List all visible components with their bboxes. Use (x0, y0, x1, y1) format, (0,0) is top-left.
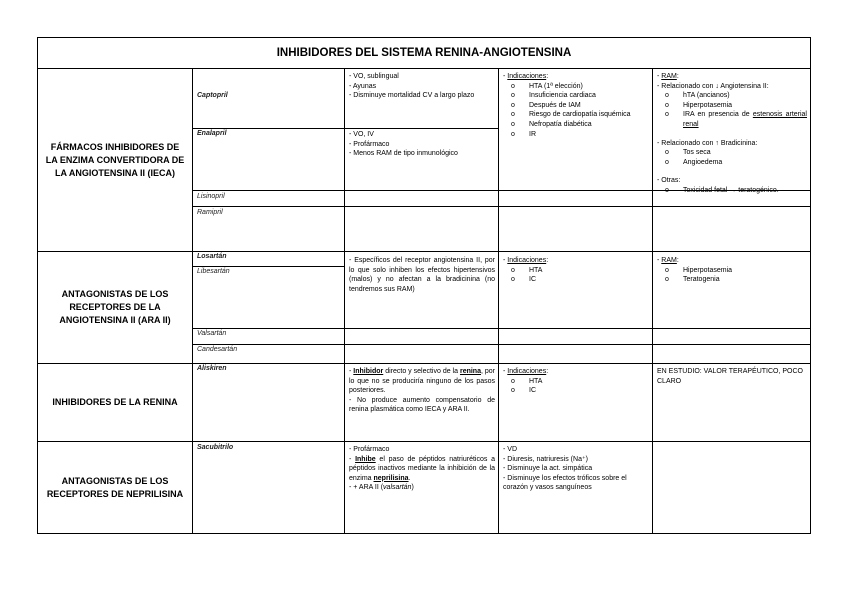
ram-angiotensina: - Relacionado con ↓ Angiotensina II: (657, 82, 769, 90)
ara-properties: - Específicos del receptor angiotensina II, por lo que solo inhiben los efectos hipertensivos (malos) y no afectan a la bradicinina (no tendremos sus RAM) (349, 257, 495, 293)
prop-line: - Menos RAM de tipo inmunológico (349, 150, 458, 158)
ieca-ram: - RAM: - Relacionado con ↓ Angiotensina II: o hTA (ancianos) o Hiperpotasemia o IRA en presencia de estenosis arterial renal - Relacionado con ↑ Bradicinina: o Tos seca o Angioedema - Otras: o Toxicidad fetal → teratogénico. (657, 72, 807, 196)
sub-row-divider (192, 266, 344, 267)
renina-text: , por lo que no se produciría ninguno de los pasos posteriores. (349, 368, 496, 395)
drug-table (37, 37, 811, 534)
col-divider (344, 68, 345, 533)
drug-lisinopril: Lisinopril (197, 193, 225, 200)
inhibidor-term: Inhibidor (353, 368, 384, 375)
indications-label: Indicaciones (507, 368, 547, 375)
col-divider (498, 68, 499, 533)
ram-label: RAM (661, 257, 677, 264)
indication-item: o Nefropatía diabética (503, 120, 649, 130)
renina-text: - No produce aumento compensatorio de renina plasmática como IECA y ARA II. (349, 396, 495, 414)
inhibe-term: Inhibe (355, 455, 376, 463)
indication-item: o IC (503, 386, 649, 396)
drug-captopril: Captopril (197, 92, 228, 99)
sub-row-divider (192, 328, 810, 329)
ram-item: o Hiperpotasemia (657, 266, 807, 276)
effect-line: - VD (503, 446, 517, 453)
drug-candesartan: Candesartán (197, 346, 238, 353)
renina-properties: - Inhibidor directo y selectivo de la renina, por lo que no se produciría ninguno de los pasos posteriores. - No produce aumento compensatorio de renina plasmática como IECA y ARA II. (349, 368, 496, 414)
renina-term: renina (459, 368, 481, 375)
ram-label: RAM (661, 73, 677, 80)
neprilisina-text: . (408, 474, 411, 482)
group-neprilisina: ANTAGONISTAS DE LOS RECEPTORES DE NEPRILISINA (46, 475, 184, 499)
drug-valsartan: Valsartán (197, 330, 227, 337)
indications-label: Indicaciones (507, 257, 547, 264)
indication-item: o HTA (1ª elección) (503, 82, 649, 92)
neprilisina-text: - + ARA II ( (349, 484, 384, 492)
captopril-properties (349, 72, 495, 101)
ram-item: o Hiperpotasemia (657, 101, 807, 111)
ram-bradicinina: - Relacionado con ↑ Bradicinina: (657, 139, 758, 147)
indication-item: o Riesgo de cardiopatía isquémica (503, 110, 649, 120)
neprilisina-properties: - Profármaco - Inhibe el paso de péptidos natriuréticos a péptidos inactivos mediante la inhibición de la enzima neprilisina. - + ARA II (valsartán) (349, 446, 495, 492)
col-divider (652, 68, 653, 533)
table-title: INHIBIDORES DEL SISTEMA RENINA-ANGIOTENSINA (276, 47, 572, 59)
indication-item: o IC (503, 275, 649, 285)
neprilisina-text: - Profármaco (349, 446, 390, 453)
ram-ira-underlined: estenosis arterial renal (683, 111, 807, 128)
neprilisina-text: ) (411, 484, 414, 492)
sub-row-divider (192, 206, 810, 207)
prop-line: - VO, sublingual (349, 73, 399, 80)
neprilisina-effects (503, 445, 649, 493)
effect-line: - Disminuye la act. simpática (503, 465, 593, 473)
ram-item: o Angioedema (657, 158, 807, 168)
ram-ira-text: IRA en presencia de (683, 111, 753, 119)
ram-item: o Teratogenia (657, 275, 807, 285)
group-ara: ANTAGONISTAS DE LOS RECEPTORES DE LA ANGIOTENSINA II (ARA II) (59, 289, 171, 325)
prop-line: - Disminuye mortalidad CV a largo plazo (349, 92, 475, 100)
sub-row-divider (192, 344, 810, 345)
renina-text: directo y selectivo de la (383, 368, 460, 375)
neprilisina-text: el paso de péptidos natriuréticos a péptidos inactivos mediante la inhibición de la enzima (349, 455, 495, 482)
drug-sacubitrilo: Sacubitrilo (197, 444, 234, 451)
ara-indications: - Indicaciones: o HTA o IC (503, 256, 649, 285)
ram-otras: - Otras: (657, 177, 681, 185)
indication-item: o IR (503, 130, 649, 140)
ram-item: o Tos seca (657, 148, 807, 158)
prop-line: - Ayunas (349, 82, 377, 90)
indication-item: o Insuficiencia cardiaca (503, 91, 649, 101)
prop-line: - Profármaco (349, 140, 390, 148)
group-ieca: FÁRMACOS INHIBIDORES DE LA ENZIMA CONVERTIDORA DE LA ANGIOTENSINA II (IECA) (45, 141, 185, 178)
indications-label: Indicaciones (507, 73, 547, 80)
ram-item-ira (657, 110, 807, 129)
prop-line: - VO, IV (349, 131, 374, 138)
indication-item: o Después de IAM (503, 101, 649, 111)
col-divider (192, 68, 193, 533)
renina-indications: - Indicaciones: o HTA o IC (503, 367, 649, 396)
drug-libesartan: Libesartán (197, 268, 230, 275)
valsartan-term: valsartán (383, 484, 412, 492)
effect-line: - Disminuye los efectos tróficos sobre el corazón y vasos sanguíneos (503, 474, 627, 492)
indication-item: o HTA (503, 377, 649, 387)
ara-ram: - RAM: o Hiperpotasemia o Teratogenia (657, 256, 807, 285)
ram-item: o hTA (ancianos) (657, 91, 807, 101)
drug-ramipril: Ramipril (197, 209, 223, 216)
effect-line: - Diuresis, natriuresis (Na⁺) (503, 455, 588, 463)
ram-item: o Toxicidad fetal → teratogénico. (657, 186, 807, 196)
neprilisina-term: neprilisina (373, 474, 409, 482)
sub-row-divider (192, 128, 498, 129)
indication-item: o HTA (503, 266, 649, 276)
drug-aliskiren: Aliskiren (197, 365, 227, 372)
ieca-indications: - Indicaciones: o HTA (1ª elección) o Insuficiencia cardiaca o Después de IAM o Riesgo de cardiopatía isquémica o Nefropatía diabética o IR (503, 72, 649, 139)
group-renina: INHIBIDORES DE LA RENINA (52, 397, 178, 407)
enalapril-properties (349, 130, 495, 159)
renina-study-note: EN ESTUDIO: VALOR TERAPÉUTICO, POCO CLARO (657, 368, 803, 385)
drug-enalapril: Enalapril (197, 130, 227, 137)
drug-losartan: Losartán (197, 253, 227, 260)
